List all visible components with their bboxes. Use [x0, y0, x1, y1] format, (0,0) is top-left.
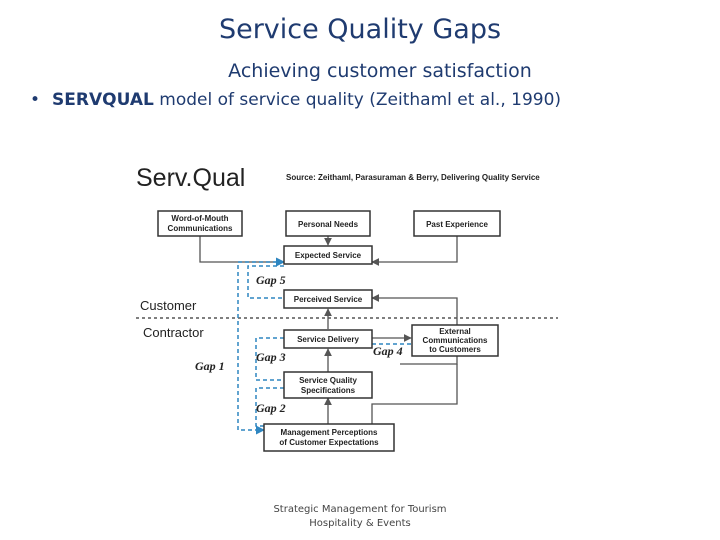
- slide-title: Service Quality Gaps: [218, 14, 502, 45]
- gap2-label: Gap 2: [256, 401, 286, 415]
- wom-line2: Communications: [167, 224, 233, 233]
- box-service-quality-specifications: [284, 372, 372, 398]
- contractor-label: Contractor: [143, 325, 204, 340]
- mgmt-line1: Management Perceptions: [280, 428, 378, 437]
- footer-line2: Hospitality & Events: [309, 518, 411, 529]
- expected-service-label: Expected Service: [294, 251, 362, 260]
- wom-line1: Word-of-Mouth: [171, 214, 229, 223]
- box-word-of-mouth: [158, 211, 242, 236]
- bullet-icon: •: [30, 90, 41, 110]
- service-delivery-label: Service Delivery: [297, 335, 359, 344]
- sqs-line1: Service Quality: [299, 376, 357, 385]
- box-external-communications: [412, 325, 498, 356]
- bullet-bold-term: SERVQUAL: [52, 90, 154, 110]
- source-note: Source: Zeithaml, Parasuraman & Berry, Delivering Quality Service: [286, 173, 540, 182]
- slide-subtitle: Achieving customer satisfaction: [228, 60, 532, 82]
- box-expected-service: [284, 246, 372, 264]
- ext-line1: External: [439, 327, 471, 336]
- customer-label: Customer: [140, 298, 197, 313]
- ext-line2: Communications: [422, 336, 488, 345]
- servqual-logo: Serv.Qual: [136, 164, 246, 192]
- bullet-text: model of service quality (Zeithaml et al., 1990): [153, 90, 562, 110]
- gap1-label: Gap 1: [195, 359, 225, 373]
- box-service-delivery: [284, 330, 372, 348]
- gap3-label: Gap 3: [256, 350, 286, 364]
- personal-needs-label: Personal Needs: [297, 220, 359, 229]
- perceived-service-label: Perceived Service: [293, 295, 363, 304]
- sqs-line2: Specifications: [300, 386, 356, 395]
- slide-footer: [260, 503, 460, 531]
- gap4-label: Gap 4: [373, 344, 403, 358]
- footer-line1: Strategic Management for Tourism: [273, 504, 447, 515]
- box-perceived-service: [284, 290, 372, 308]
- box-past-experience: [414, 211, 500, 236]
- gap5-label: Gap 5: [256, 273, 286, 287]
- ext-line3: to Customers: [429, 345, 481, 354]
- box-personal-needs: [286, 211, 370, 236]
- box-management-perceptions: [264, 424, 394, 451]
- mgmt-line2: of Customer Expectations: [279, 438, 379, 447]
- past-experience-label: Past Experience: [426, 220, 488, 229]
